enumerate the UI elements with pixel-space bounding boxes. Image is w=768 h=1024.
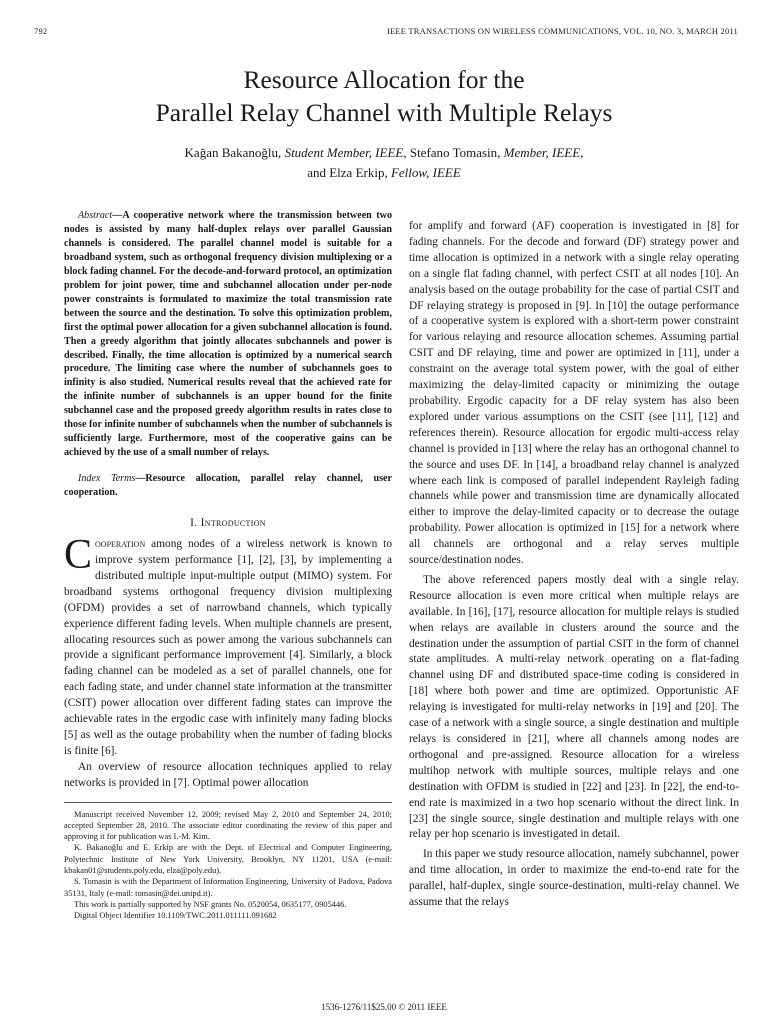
- right-column: [409, 219, 739, 911]
- left-column: [64, 209, 392, 922]
- footnote-divider: [64, 802, 392, 803]
- index-terms-text: —Resource allocation, parallel relay channel, user cooperation.: [64, 473, 392, 499]
- intro-paragraph-1-text: among nodes of a wireless network is known to improve system performance [1], [2], [3], by implementing a distributed multiple input-multiple output (MIMO) system. For broadband systems orthogonal frequency division multiplexing (OFDM) provides a set of narrowband channels, which typically experience different fading levels. When multiple channels are present, allocating resources such as power among the various subchannels can provide a significant performance improvement [4]. Similarly, a block fading channel can be modeled as a set of parallel channels, one for each fading state, and under channel state information at the transmitter (CSIT) power allocation over different fading states can improve the achievable rates in the ergodic case with infinitely many fading blocks [5] as well as the outage probability when the number of fading blocks is finite [6].: [64, 538, 392, 757]
- footnote-affiliation-1: K. Bakanoğlu and E. Erkip are with the Dept. of Electrical and Computer Engineering, Polytechnic Institute of New York University, Brooklyn, NY 11201, USA (e-mail: kbakan01@students.poly.edu, elza@poly.edu).: [64, 843, 392, 876]
- copyright-line: 1536-1276/11$25.00 © 2011 IEEE: [321, 1002, 447, 1012]
- author-2-role: Member, IEEE,: [503, 145, 584, 160]
- author-1-role: Student Member, IEEE,: [284, 145, 407, 160]
- intro-paragraph-2: An overview of resource allocation techniques applied to relay networks is provided in [7]. Optimal power allocation: [64, 760, 392, 789]
- author-3-role: Fellow, IEEE: [390, 165, 461, 180]
- author-3-name: and Elza Erkip,: [307, 165, 388, 180]
- title-line-2: Parallel Relay Channel with Multiple Relays: [155, 98, 613, 127]
- right-paragraph-2: The above referenced papers mostly deal with a single relay. Resource allocation is even more critical when multiple relays are available. In [16], [17], resource allocation for multiple relays is studied when relays are available in clusters around the source and the destination under the assumption of partial CSIT in the form of channel state amplitudes. A multi-relay network operating on a flat-fading channel using DF and distributed space-time coding is considered in [18] where both power and time are optimized. Opportunistic AF relaying is investigated for multi-relay networks in [19] and [20]. The case of a network with a single source, a single destination and multiple relays is considered in [21], where all channels among nodes are orthogonal and pre-assigned. Resource allocation for a wireless multihop network with multiple sources, multiple relays and one destination with OFDM is studied in [22] and [23]. In [22], the end-to-end rate is maximized in a two hop scenario without the direct link. In [23] the single source, single destination and multiple relays with one relay per hop scenario is investigated in detail.: [409, 573, 739, 841]
- footnote-funding: This work is partially supported by NSF grants No. 0520054, 0635177, 0905446.: [74, 899, 347, 909]
- index-terms: [64, 472, 392, 500]
- right-paragraph-1: for amplify and forward (AF) cooperation is investigated in [8] for fading channels. For the decode and forward (DF) strategy power and time allocation is optimized in a network with a single relay operating on a single flat fading channel, with perfect CSIT at all nodes [10]. An analysis based on the outage probability for the case of partial CSIT and DF relaying strategy is proposed in [9]. In [10] the outage performance of a cooperative system is explored with a short-term power constraint for various relaying and resource allocation schemes. Assuming partial CSIT and DF relaying, time and power are optimized in [11], under a constraint on the average total system power, with the goal of either maximizing the delay-limited capacity or minimizing the outage probability. Ergodic capacity for a DF relay system has also been explored under various assumptions on the CSIT (see [11], [12] and references therein). Resource allocation for ergodic multi-access relay channel is provided in [13] where the relay has an orthogonal channel to the source and uses DF. In [14], a broadband relay channel is analyzed where each link is composed of parallel independent Rayleigh fading channels while power and transmission time are dynamically allocated either to improve the delay-limited capacity or to decrease the outage probability. Power allocation is optimized in [15] for a network where all channels are orthogonal and a relay serves multiple source/destination nodes.: [409, 220, 739, 567]
- abstract-text: —A cooperative network where the transmission between two nodes is assisted by many half-duplex relays over parallel Gaussian channels is considered. The parallel channel model is suitable for a broadband system, such as orthogonal frequency division multiplexing or a block fading channel. For the decode-and-forward protocol, an optimization problem for joint power, time and subchannel allocation under per-node power constraints is formulated to maximize the total transmission rate between the source and the destination. To solve this optimization problem, first the optimal power allocation for a given subchannel allocation is found. Then a greedy algorithm that jointly allocates subchannels and power is described. Finally, the time allocation is optimized by a numerical search procedure. The limiting case where the number of subchannels goes to infinity is also studied. Numerical results reveal that the achieved rate for the infinite number of subchannels is an upper bound for the finite subchannel case and the proposed greedy algorithm results in rates close to those for infinite number of subchannels when the number of subchannels is sufficiently large. Furthermore, most of the cooperative gains can be achieved by the use of a small number of relays.: [64, 210, 392, 459]
- paper-title: [0, 63, 768, 129]
- author-list: [0, 143, 768, 183]
- abstract: [64, 209, 392, 460]
- title-line-1: Resource Allocation for the: [243, 65, 525, 94]
- page-number: 792: [34, 26, 48, 36]
- author-2-name: Stefano Tomasin,: [409, 145, 501, 160]
- footnote-affiliation-2: S. Tomasin is with the Department of Information Engineering, University of Padova, Padova 35131, Italy (e-mail: tomasin@dei.unipd.it).: [64, 877, 392, 898]
- right-paragraph-3: In this paper we study resource allocation, namely subchannel, power and time allocation, in order to maximize the end-to-end rate for the parallel, half-duplex, single source-destination, multi-relay channel. We assume that the relays: [409, 848, 739, 909]
- section-numeral: I.: [190, 517, 198, 530]
- abstract-label: Abstract: [78, 210, 113, 221]
- footnote-manuscript: Manuscript received November 12, 2009; revised May 2, 2010 and September 24, 2010; accepted September 28, 2010. The associate editor coordinating the review of this paper and approving it for publication was I.-M. Kim.: [64, 809, 392, 842]
- section-title: Introduction: [200, 517, 266, 530]
- drop-cap: C: [64, 532, 93, 579]
- intro-lead-word: ooperation: [95, 538, 146, 551]
- authors-line-2: [0, 163, 768, 183]
- section-heading-introduction: [64, 517, 392, 529]
- author-1-name: Kağan Bakanoğlu,: [184, 145, 282, 160]
- authors-line-1: [0, 143, 768, 163]
- footnote-doi: Digital Object Identifier 10.1109/TWC.2011.011111.091682: [74, 911, 277, 921]
- index-terms-label: Index Terms: [78, 473, 136, 485]
- intro-paragraph-1: [64, 532, 392, 760]
- journal-header: IEEE TRANSACTIONS ON WIRELESS COMMUNICATIONS, VOL. 10, NO. 3, MARCH 2011: [386, 26, 738, 36]
